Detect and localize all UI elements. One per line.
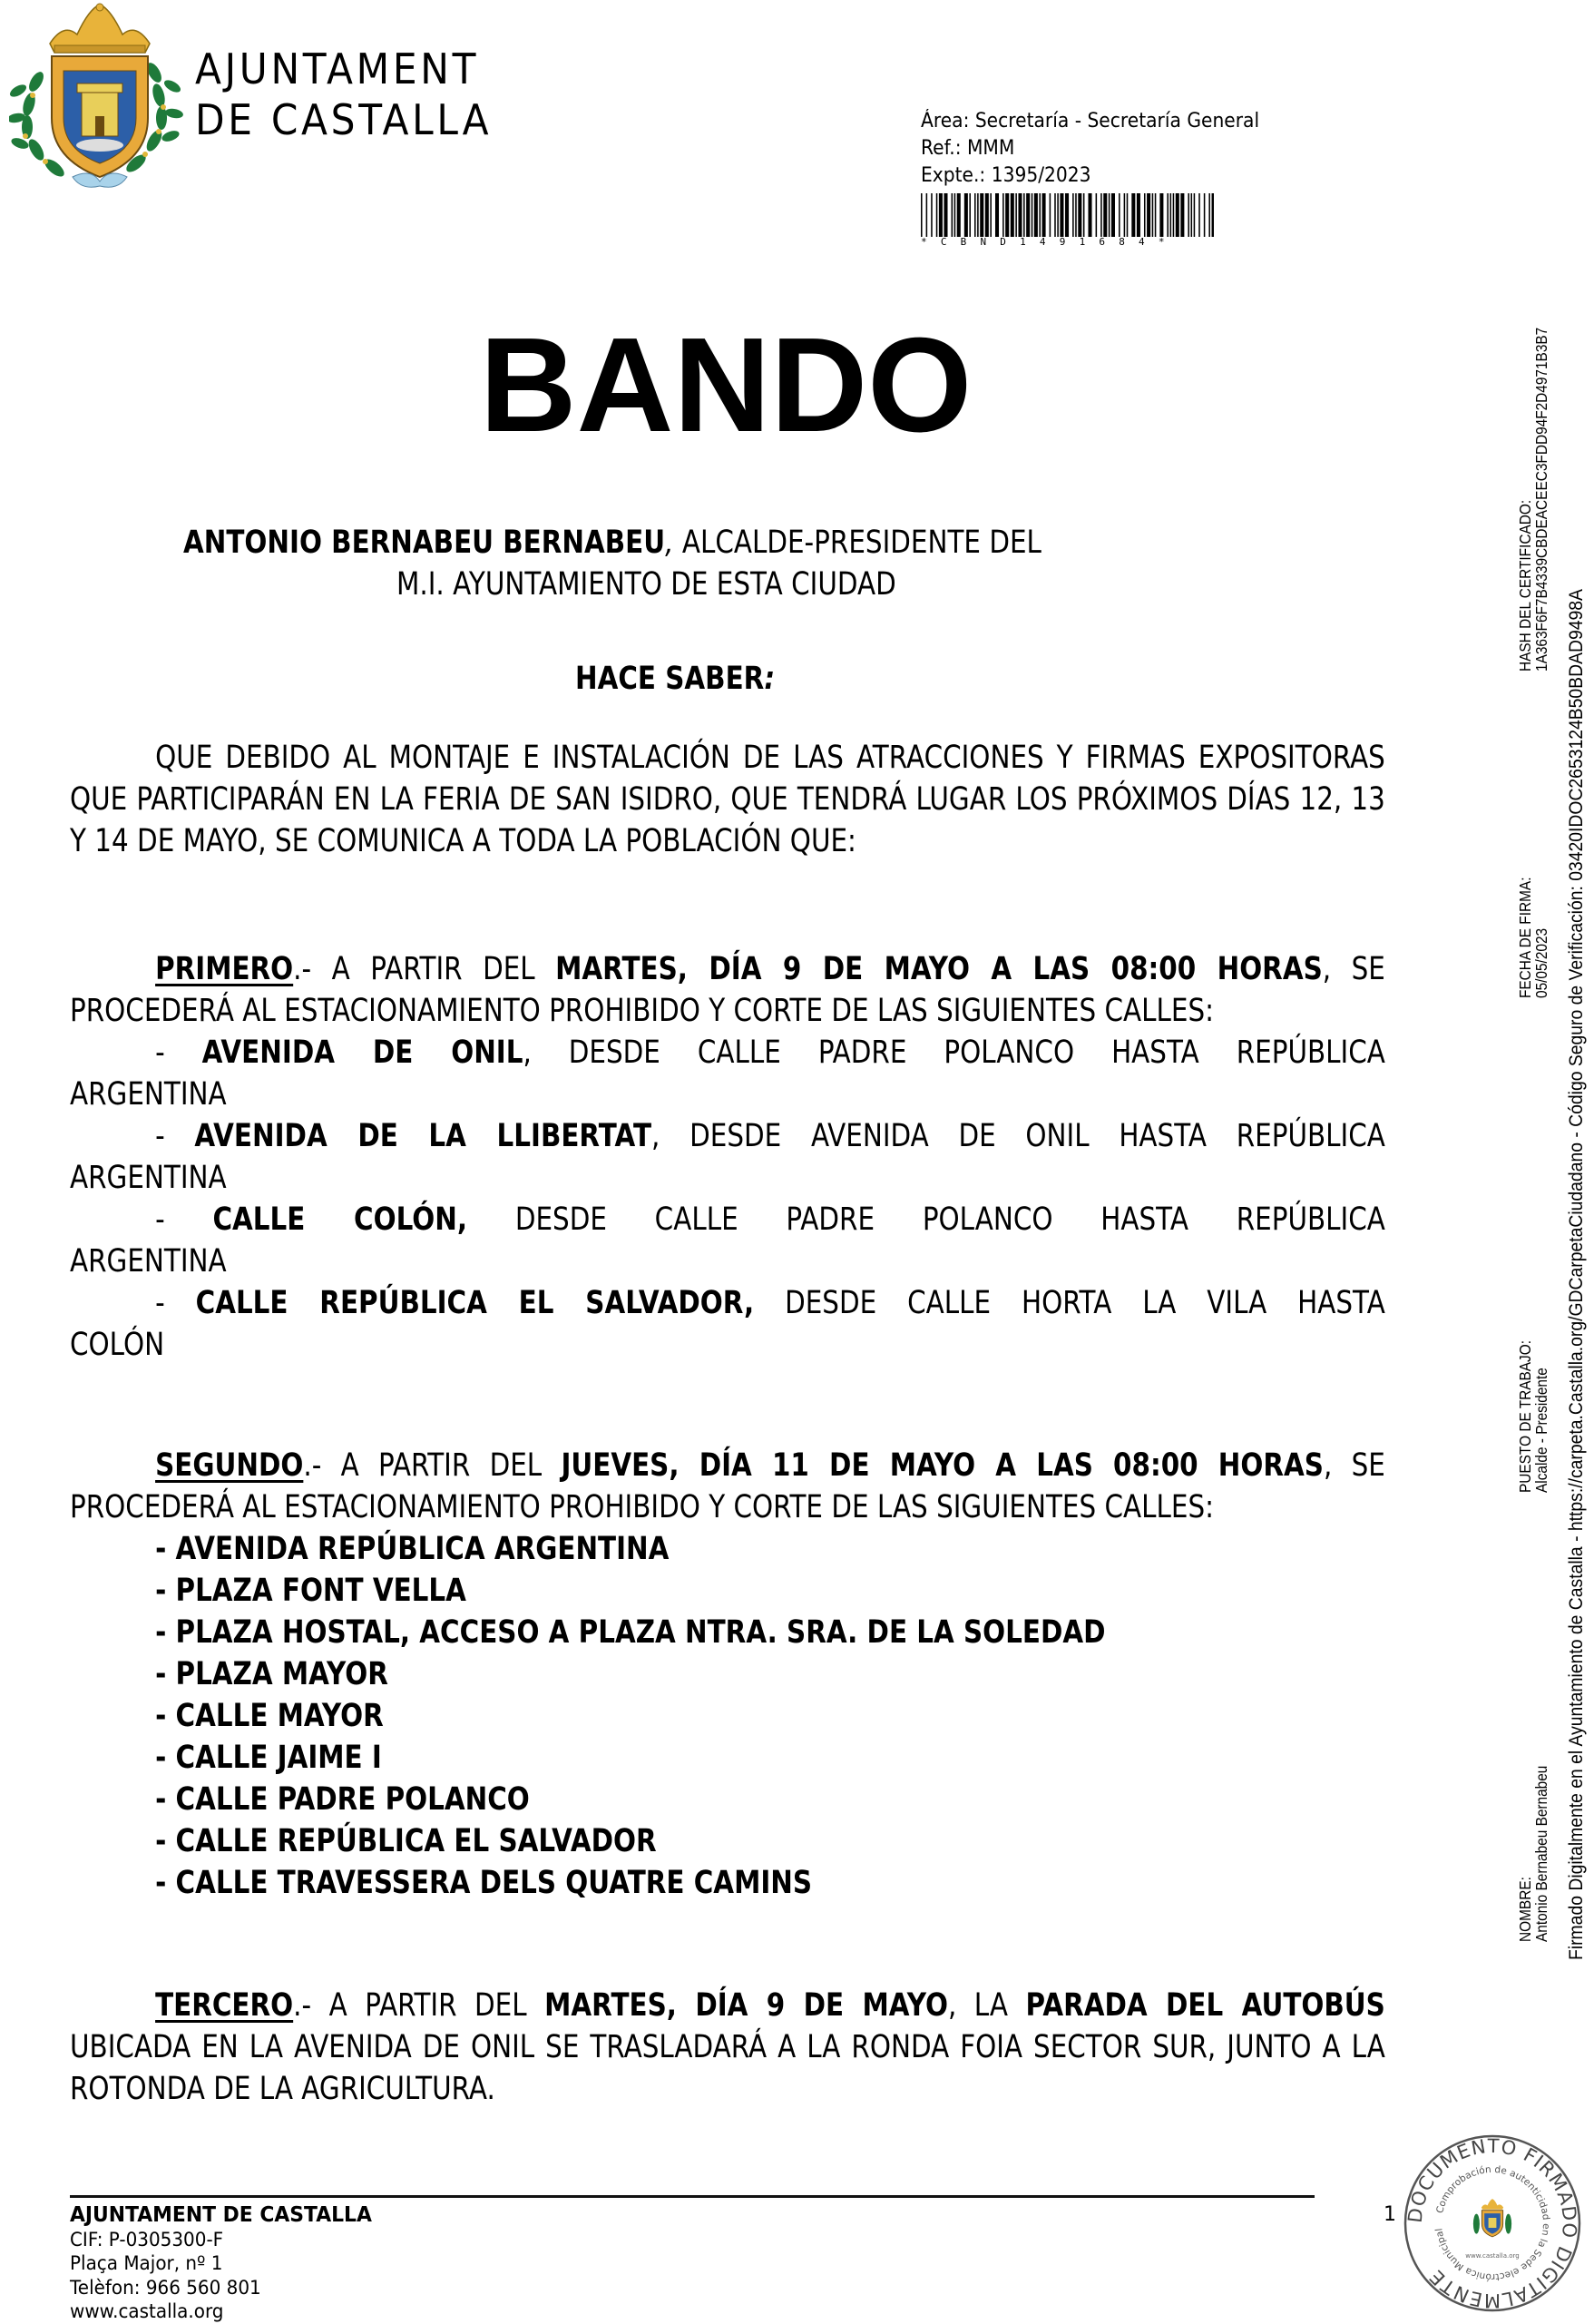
- barcode-bar: [1065, 193, 1069, 237]
- barcode-bar: [1144, 193, 1146, 237]
- barcode-bar: [954, 193, 956, 237]
- tercero-label: TERCERO: [155, 1987, 294, 2024]
- barcode-bar: [1176, 193, 1179, 237]
- signature-date-label: FECHA DE FIRMA:: [1516, 877, 1534, 998]
- signature-date-value: 05/05/2023: [1532, 927, 1550, 998]
- street-item: - PLAZA HOSTAL, ACCESO A PLAZA NTRA. SRA. DE LA SOLEDAD: [155, 1614, 1106, 1651]
- barcode-bar: [1191, 193, 1193, 237]
- barcode-bar: [1005, 193, 1009, 237]
- barcode-bar: [1096, 193, 1098, 237]
- digital-signature-stamp: [1402, 2133, 1583, 2314]
- segundo-label: SEGUNDO: [155, 1447, 304, 1484]
- barcode-bar: [1198, 193, 1200, 237]
- street-name: CALLE REPÚBLICA EL SALVADOR,: [195, 1285, 755, 1321]
- signature-position-value: Alcalde - Presidente: [1532, 1368, 1550, 1493]
- author-name: ANTONIO BERNABEU BERNABEU: [182, 525, 666, 561]
- primero-street-list: [70, 1032, 1385, 1366]
- primero-paragraph: [70, 948, 1385, 1032]
- tercero-what: PARADA DEL AUTOBÚS: [1025, 1987, 1385, 2024]
- barcode-bar: [1032, 193, 1033, 237]
- signature-date-block: [1517, 878, 1550, 998]
- footer-cif: CIF: P-0305300-F: [70, 2228, 224, 2250]
- barcode-bar: [990, 193, 992, 237]
- barcode-bar: [1026, 193, 1030, 237]
- barcode-bar: [1131, 193, 1135, 237]
- street-name: CALLE COLÓN,: [212, 1201, 468, 1238]
- barcode-bar: [977, 193, 979, 237]
- section-tercero: [70, 1985, 1385, 2110]
- street-name: AVENIDA DE LA LLIBERTAT: [194, 1118, 652, 1154]
- street-detail: DESDE CALLE HORTA LA VILA HASTA: [754, 1285, 1385, 1321]
- barcode-bar: [1072, 193, 1074, 237]
- barcode-bar: [944, 193, 947, 237]
- street-dash: -: [155, 1285, 196, 1321]
- barcode-bar: [921, 193, 923, 237]
- primero-label: PRIMERO: [155, 951, 294, 987]
- street-dash: -: [155, 1201, 213, 1238]
- barcode-bar: [1023, 193, 1025, 237]
- hace-saber-heading: [0, 658, 1388, 700]
- signature-verification-text: Firmado Digitalmente en el Ayuntamiento de Castalla - https://carpeta.Castalla.org/GDCarpetaCiudadano - Código Seguro de Verificación: 03420IDOC2653124B50BDAD9498A: [1565, 589, 1587, 1960]
- intro-paragraph: [70, 737, 1385, 862]
- street-item: [70, 1282, 1385, 1324]
- barcode-bar: [1180, 193, 1184, 237]
- street-item: [70, 1115, 1385, 1157]
- signature-hash-label: HASH DEL CERTIFICADO:: [1516, 499, 1534, 672]
- primero-rest: , SE PROCEDERÁ AL ESTACIONAMIENTO PROHIBIDO Y CORTE DE LAS SIGUIENTES CALLES:: [70, 951, 1385, 1029]
- barcode-bar: [1109, 193, 1110, 237]
- stamp-url: www.castalla.org: [1465, 2252, 1520, 2260]
- barcode-bar: [1111, 193, 1115, 237]
- footer-contact: [70, 2203, 372, 2324]
- barcode-bar: [952, 193, 953, 237]
- barcode-icon: [921, 193, 1214, 237]
- barcode-bar: [1152, 193, 1154, 237]
- street-detail-continuation: ARGENTINA: [70, 1076, 227, 1113]
- primero-sep: .- A PARTIR DEL: [293, 951, 556, 987]
- barcode-bar: [939, 193, 943, 237]
- street-detail: , DESDE CALLE PADRE POLANCO HASTA REPÚBLICA: [523, 1035, 1385, 1071]
- author-line-1: [0, 522, 1388, 564]
- barcode-text: *CBND1491684*: [921, 236, 1178, 248]
- barcode-bar: [1057, 193, 1059, 237]
- barcode-bar: [1039, 193, 1041, 237]
- barcode-bar: [1054, 193, 1056, 237]
- barcode-bar: [1212, 193, 1214, 237]
- signed-document-seal-icon: [1402, 2133, 1583, 2314]
- street-item: - CALLE PADRE POLANCO: [155, 1781, 530, 1818]
- street-item: - CALLE TRAVESSERA DELS QUATRE CAMINS: [155, 1865, 813, 1901]
- street-detail: , DESDE AVENIDA DE ONIL HASTA REPÚBLICA: [651, 1118, 1385, 1154]
- hace-saber-text: HACE SABER: [575, 661, 765, 697]
- segundo-street-list: [70, 1528, 1385, 1904]
- hace-saber-colon: :: [764, 661, 776, 697]
- footer-org-name: AJUNTAMENT DE CASTALLA: [70, 2203, 372, 2227]
- intro-text: QUE DEBIDO AL MONTAJE E INSTALACIÓN DE LAS ATRACCIONES Y FIRMAS EXPOSITORAS QUE PARTICIPARÁN EN LA FERIA DE SAN ISIDRO, QUE TENDRÁ LUGAR LOS PRÓXIMOS DÍAS 12, 13 Y 14 DE MAYO, SE COMUNICA A TODA LA POBLACIÓN QUE:: [70, 740, 1385, 859]
- barcode-bar: [1208, 193, 1210, 237]
- barcode-bar: [1188, 193, 1189, 237]
- barcode-bar: [1075, 193, 1077, 237]
- signature-hash-block: [1517, 328, 1550, 672]
- barcode-bar: [957, 193, 961, 237]
- author-heading: [0, 522, 1388, 605]
- barcode-bar: [980, 193, 983, 237]
- signature-name-block: [1517, 1766, 1550, 1942]
- document-title: BANDO: [479, 310, 973, 460]
- street-detail-continuation: ARGENTINA: [70, 1160, 227, 1196]
- coat-of-arms-icon: [9, 0, 191, 195]
- section-primero: [70, 948, 1385, 1366]
- signature-position-block: [1517, 1340, 1550, 1493]
- barcode-bar: [1011, 193, 1014, 237]
- barcode-bar: [1100, 193, 1102, 237]
- barcode-bar: [1173, 193, 1175, 237]
- barcode-bar: [1137, 193, 1140, 237]
- barcode-bar: [1155, 193, 1157, 237]
- segundo-rest: , SE PROCEDERÁ AL ESTACIONAMIENTO PROHIBIDO Y CORTE DE LAS SIGUIENTES CALLES:: [70, 1447, 1385, 1525]
- street-detail: DESDE CALLE PADRE POLANCO HASTA REPÚBLICA: [467, 1201, 1385, 1238]
- institution-name-line1: AJUNTAMENT: [195, 44, 480, 93]
- barcode-bar: [931, 193, 933, 237]
- tercero-sep: .- A PARTIR DEL: [293, 1987, 545, 2024]
- tercero-mid: , LA: [947, 1987, 1026, 2024]
- barcode-bar: [1170, 193, 1172, 237]
- barcode-bar: [1083, 193, 1085, 237]
- barcode-bar: [1060, 193, 1063, 237]
- barcode-bar: [964, 193, 968, 237]
- street-item: - PLAZA MAYOR: [155, 1656, 388, 1692]
- stamp-inner-text: Comprobación de autenticidad en la Sede electrónica Municipal: [1433, 2163, 1552, 2283]
- segundo-sep: .- A PARTIR DEL: [303, 1447, 562, 1484]
- signature-position-label: PUESTO DE TRABAJO:: [1516, 1339, 1534, 1493]
- signature-name-value: Antonio Bernabeu Bernabeu: [1532, 1765, 1550, 1942]
- author-comma: ,: [665, 525, 674, 561]
- footer-address: Plaça Major, nº 1: [70, 2252, 223, 2274]
- document-metadata: [921, 108, 1259, 190]
- footer-phone: Telèfon: 966 560 801: [70, 2276, 261, 2299]
- stamp-outer-text: DOCUMENTO FIRMADO DIGITALMENTE: [1403, 2134, 1581, 2312]
- barcode-bar: [926, 193, 928, 237]
- area-label: Área: Secretaría - Secretaría General: [921, 110, 1260, 132]
- barcode-bar: [1078, 193, 1081, 237]
- barcode-bar: [974, 193, 976, 237]
- barcode-bar: [1204, 193, 1206, 237]
- street-item: - PLAZA FONT VELLA: [155, 1573, 466, 1609]
- street-item: [70, 1199, 1385, 1240]
- segundo-when: JUEVES, DÍA 11 DE MAYO A LAS 08:00 HORAS: [561, 1447, 1324, 1484]
- barcode-bar: [985, 193, 989, 237]
- barcode-bar: [969, 193, 971, 237]
- barcode-bar: [1042, 193, 1046, 237]
- barcode-bar: [936, 193, 938, 237]
- tercero-paragraph: [70, 1985, 1385, 2110]
- tercero-when: MARTES, DÍA 9 DE MAYO: [544, 1987, 948, 2024]
- barcode-bar: [1124, 193, 1126, 237]
- author-role: ALCALDE-PRESIDENTE DEL: [673, 525, 1041, 561]
- barcode-bar: [1167, 193, 1169, 237]
- coat-of-arms-logo: [9, 0, 191, 195]
- barcode-bar: [1018, 193, 1022, 237]
- street-dash: -: [155, 1035, 202, 1071]
- street-item: - CALLE REPÚBLICA EL SALVADOR: [155, 1823, 657, 1859]
- expediente-label: Expte.: 1395/2023: [921, 164, 1091, 187]
- barcode-bar: [1088, 193, 1091, 237]
- page-number: 1: [1384, 2203, 1396, 2226]
- author-line-2: [0, 564, 1388, 605]
- barcode-bar: [1103, 193, 1107, 237]
- street-item: - CALLE MAYOR: [155, 1698, 384, 1734]
- barcode-bar: [995, 193, 999, 237]
- signature-name-label: NOMBRE:: [1516, 1877, 1534, 1942]
- street-item: [70, 1032, 1385, 1074]
- institution-name: [195, 44, 492, 145]
- segundo-paragraph: [70, 1445, 1385, 1528]
- footer-website[interactable]: www.castalla.org: [70, 2300, 224, 2322]
- barcode-bar: [1194, 193, 1196, 237]
- street-detail-continuation: COLÓN: [70, 1327, 165, 1363]
- barcode-bar: [1159, 193, 1163, 237]
- barcode-bar: [1119, 193, 1120, 237]
- author-institution: M.I. AYUNTAMIENTO DE ESTA CIUDAD: [396, 566, 896, 603]
- signature-hash-value: 1A363F6F7B4339CBDEACEEC3FDD94F2D4971B3B7: [1532, 327, 1550, 672]
- street-name: AVENIDA DE ONIL: [201, 1035, 523, 1071]
- barcode-bar: [1002, 193, 1004, 237]
- street-item: - CALLE JAIME I: [155, 1740, 382, 1776]
- street-item: - AVENIDA REPÚBLICA ARGENTINA: [155, 1531, 670, 1567]
- tercero-rest: UBICADA EN LA AVENIDA DE ONIL SE TRASLADARÁ A LA RONDA FOIA SECTOR SUR, JUNTO A LA ROTONDA DE LA AGRICULTURA.: [70, 2029, 1385, 2107]
- institution-name-line2: DE CASTALLA: [195, 95, 493, 144]
- barcode-bar: [1015, 193, 1017, 237]
- section-segundo: [70, 1445, 1385, 1904]
- barcode-bar: [1127, 193, 1129, 237]
- barcode-bar: [1050, 193, 1051, 237]
- footer-divider: [70, 2195, 1315, 2198]
- primero-when: MARTES, DÍA 9 DE MAYO A LAS 08:00 HORAS: [555, 951, 1323, 987]
- barcode-bar: [1147, 193, 1150, 237]
- reference-label: Ref.: MMM: [921, 137, 1015, 160]
- barcode-bar: [1034, 193, 1038, 237]
- street-detail-continuation: ARGENTINA: [70, 1243, 227, 1280]
- street-dash: -: [155, 1118, 195, 1154]
